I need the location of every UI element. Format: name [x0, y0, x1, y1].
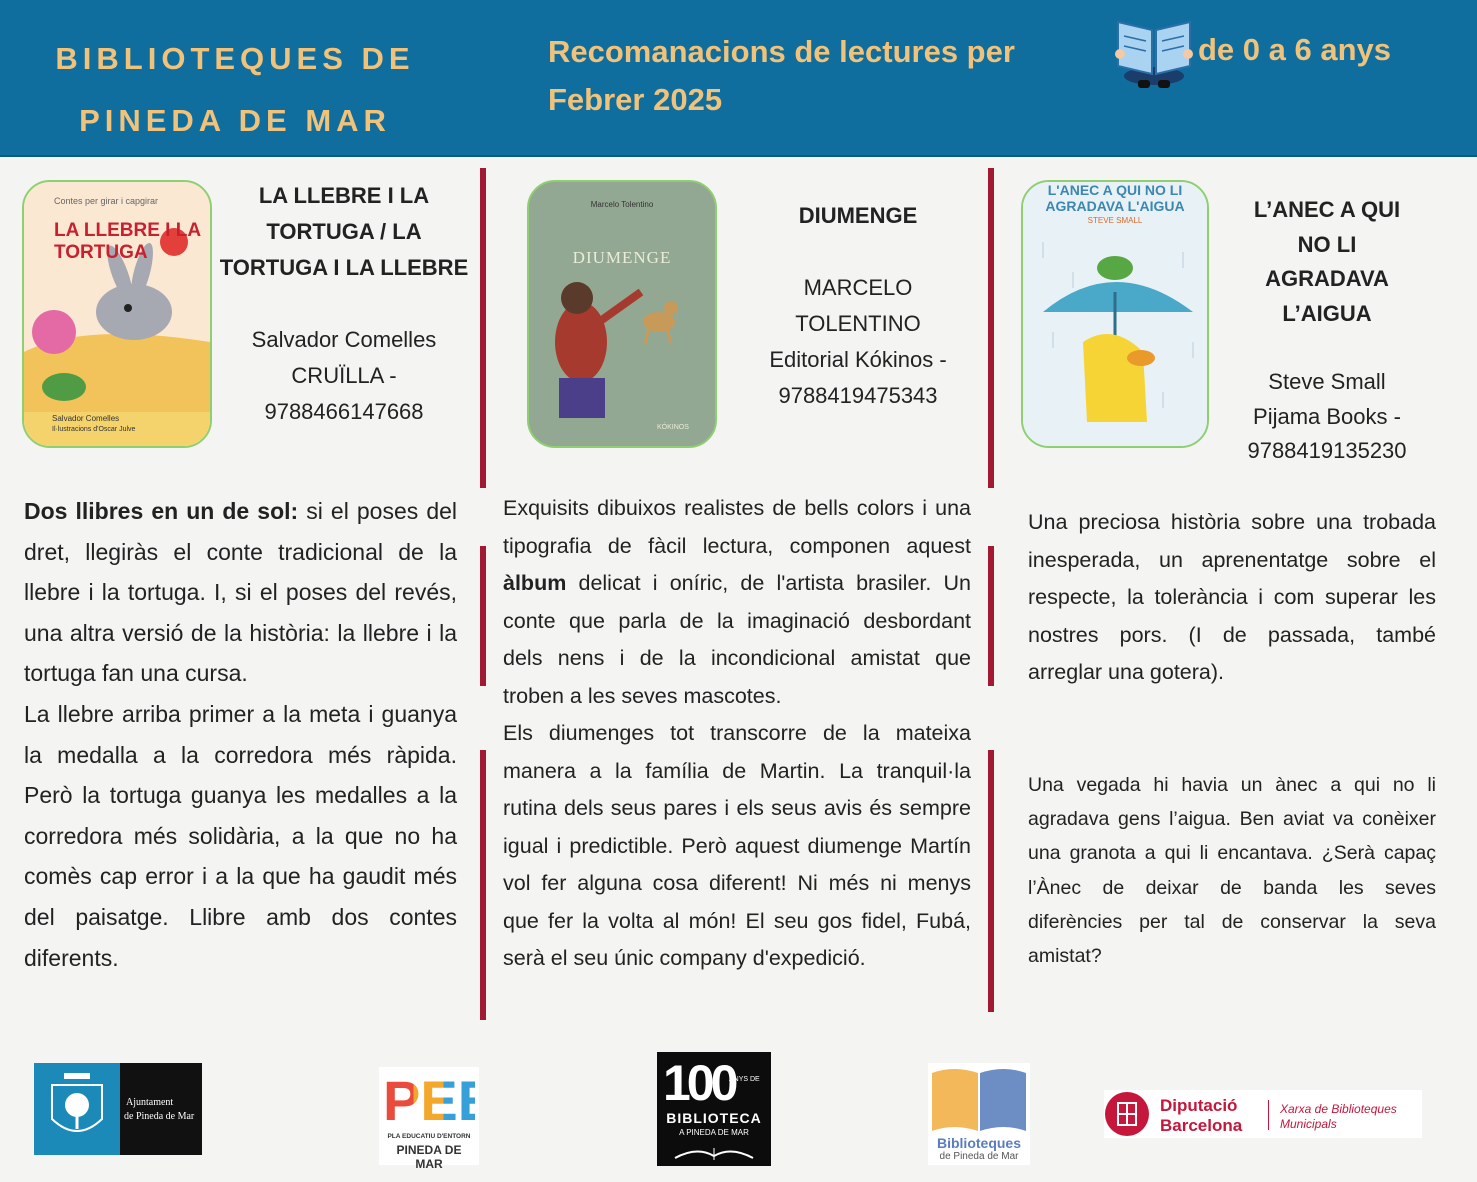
description-paragraph: Els diumenges tot transcorre de la mateixa manera a la família de Martin. La tranquil·la rutina dels seus pares i els seus avis és sempre igual i predictible. Però aquest diumenge Martín vol fer alguna cosa diferent! Ni més ni menys que fer la volta al món! El seu gos fidel, Fubá, serà el seu únic company d'expedició.: [503, 721, 971, 970]
diputacio-text: Barcelona: [1160, 1116, 1243, 1135]
book-title-line: TORTUGA / LA: [266, 219, 422, 244]
ajuntament-logo: [34, 1063, 202, 1155]
divider-bar: [988, 168, 994, 488]
reading-child-icon: [1112, 16, 1196, 96]
book-isbn: 9788466147668: [264, 399, 424, 424]
cover-title-text: LA LLEBRE I LA TORTUGA: [54, 220, 201, 263]
book-info-diumenge: [738, 198, 978, 414]
book-title-line: LA LLEBRE I LA: [258, 183, 430, 208]
cover-author-text: STEVE SMALL: [1087, 216, 1143, 225]
cover-author-text: Salvador Comelles: [52, 414, 120, 423]
cent-anys-text: ANYS DE: [729, 1076, 760, 1083]
book-publisher: CRUÏLLA -: [291, 363, 397, 388]
divider-bar: [988, 546, 994, 686]
description-highlight: àlbum: [503, 571, 567, 595]
diputacio-separator: [1268, 1100, 1269, 1130]
description-paragraph: [503, 490, 971, 715]
book-cover-la-llebre: [22, 180, 212, 448]
cent-number: 100: [663, 1055, 735, 1111]
description-paragraph: Una vegada hi havia un ànec a qui no li agradava gens l’aigua. Ben aviat va conèixer una granota a qui li encantava. ¿Serà capaç l’Ànec de deixar de banda les seves diferències per tal de conservar la seva amistat?: [1028, 774, 1436, 968]
open-book-icon: [657, 1140, 771, 1164]
book-cover-diumenge: [527, 180, 717, 448]
recommendations-title-line1: Recomanacions de lectures per: [548, 34, 1015, 69]
xarxa-text: Xarxa de Biblioteques: [1280, 1102, 1397, 1116]
library-name-line2: PINEDA DE MAR: [79, 103, 391, 138]
divider-bar: [480, 546, 486, 686]
book-title-line: TORTUGA I LA LLEBRE: [219, 255, 469, 280]
divider-bar: [480, 168, 486, 488]
cover-title-text: AGRADAVA L'AIGUA: [1045, 198, 1185, 214]
book-info-lanec: [1222, 193, 1432, 469]
pee-letters: PEE: [383, 1069, 496, 1132]
description-text: delicat i oníric, de l'artista brasiler. Un conte que parla de la imaginació desbordant dels nens i de la incondicional amistat que troben a les seves mascotes.: [503, 571, 971, 708]
open-book-icon: [928, 1063, 1030, 1135]
pee-logo: [379, 1067, 496, 1171]
book-cover-lanec: [1021, 180, 1209, 448]
book-description-lanec: [1028, 504, 1436, 692]
book-author: Steve Small: [1268, 369, 1386, 394]
cover-title-text: DIUMENGE: [572, 248, 672, 267]
book-title-line: DIUMENGE: [798, 203, 918, 228]
recommendations-title-line2: Febrer 2025: [548, 82, 723, 117]
cover-illustrator-text: Il·lustracions d'Oscar Julve: [52, 426, 136, 433]
recommendations-title: [548, 28, 1088, 124]
description-paragraph: La llebre arriba primer a la meta i guanya la medalla a la corredora més ràpida. Però la tortuga guanya les medalles a la corredora més solidària, a la que no ha comès cap error i a la que ha gaudit més del paisatge. Llibre amb dos contes diferents.: [24, 700, 457, 971]
cent-anys-logo: [657, 1052, 771, 1166]
biblioteques-text: Biblioteques: [936, 1135, 1021, 1151]
divider-bar: [988, 750, 994, 1012]
book-isbn: 9788419475343: [778, 383, 938, 408]
cover-publisher-text: KÓKINOS: [657, 424, 689, 431]
book-isbn: 9788419135230: [1247, 438, 1407, 463]
ajuntament-emblem: [34, 1063, 120, 1155]
book-title-line: AGRADAVA: [1265, 266, 1389, 291]
ajuntament-text: de Pineda de Mar: [124, 1111, 195, 1122]
book-title-line: NO LI: [1297, 231, 1357, 257]
cover-title-text: L'ANEC A QUI NO LI: [1047, 182, 1183, 198]
book-title-line: L’AIGUA: [1282, 300, 1372, 326]
book-author: Salvador Comelles: [251, 327, 437, 352]
boy-dog-illustration: [529, 182, 715, 446]
description-highlight: Dos llibres en un de sol:: [24, 498, 299, 524]
xarxa-text: Municipals: [1280, 1117, 1337, 1131]
library-name: [30, 28, 440, 152]
book-description-lanec-2: [1028, 768, 1436, 973]
biblioteques-pineda-logo: [928, 1063, 1030, 1165]
description-paragraph: [24, 491, 457, 694]
cent-biblioteca-text: BIBLIOTECA: [666, 1110, 762, 1126]
cover-author-text: Marcelo Tolentino: [590, 200, 654, 209]
biblioteques-subtitle: de Pineda de Mar: [939, 1151, 1019, 1162]
pee-city: PINEDA DE MAR: [396, 1143, 462, 1171]
book-publisher: Editorial Kókinos -: [769, 347, 947, 372]
book-description-la-llebre: [24, 491, 457, 978]
book-description-diumenge: [503, 490, 971, 978]
header-banner: [0, 0, 1477, 157]
book-info-la-llebre: [214, 178, 474, 430]
diputacio-emblem-icon: [1104, 1091, 1150, 1137]
book-title-line: L’ANEC A QUI: [1253, 197, 1401, 222]
cover-series-text: Contes per girar i capgirar: [54, 196, 159, 206]
description-text: si el poses del dret, llegiràs el conte tradicional de la llebre i la tortuga. I, si el poses del revés, una altra versió de la història: la llebre i la tortuga fan una cursa.: [24, 498, 458, 687]
book-publisher: Pijama Books -: [1253, 403, 1401, 429]
tree-shield-icon: [34, 1063, 120, 1155]
book-author: MARCELO: [803, 275, 913, 300]
book-author: TOLENTINO: [795, 311, 921, 336]
library-name-line1: BIBLIOTEQUES DE: [55, 41, 415, 76]
diputacio-text: Diputació: [1160, 1096, 1238, 1115]
diputacio-logo: [1104, 1090, 1422, 1138]
pee-subtitle: PLA EDUCATIU D'ENTORN: [387, 1133, 471, 1140]
divider-bar: [480, 750, 486, 1020]
description-paragraph: Una preciosa història sobre una trobada inesperada, un aprenentatge sobre el respecte, la tolerància i com superar les nostres pors. (I de passada, també arreglar una gotera).: [1028, 510, 1436, 685]
description-text: Exquisits dibuixos realistes de bells colors i una tipografia de fàcil lectura, componen aquest: [503, 496, 971, 558]
age-range: de 0 a 6 anys: [1198, 32, 1392, 67]
ajuntament-text: Ajuntament: [126, 1097, 174, 1108]
cent-subtitle: A PINEDA DE MAR: [679, 1128, 749, 1137]
